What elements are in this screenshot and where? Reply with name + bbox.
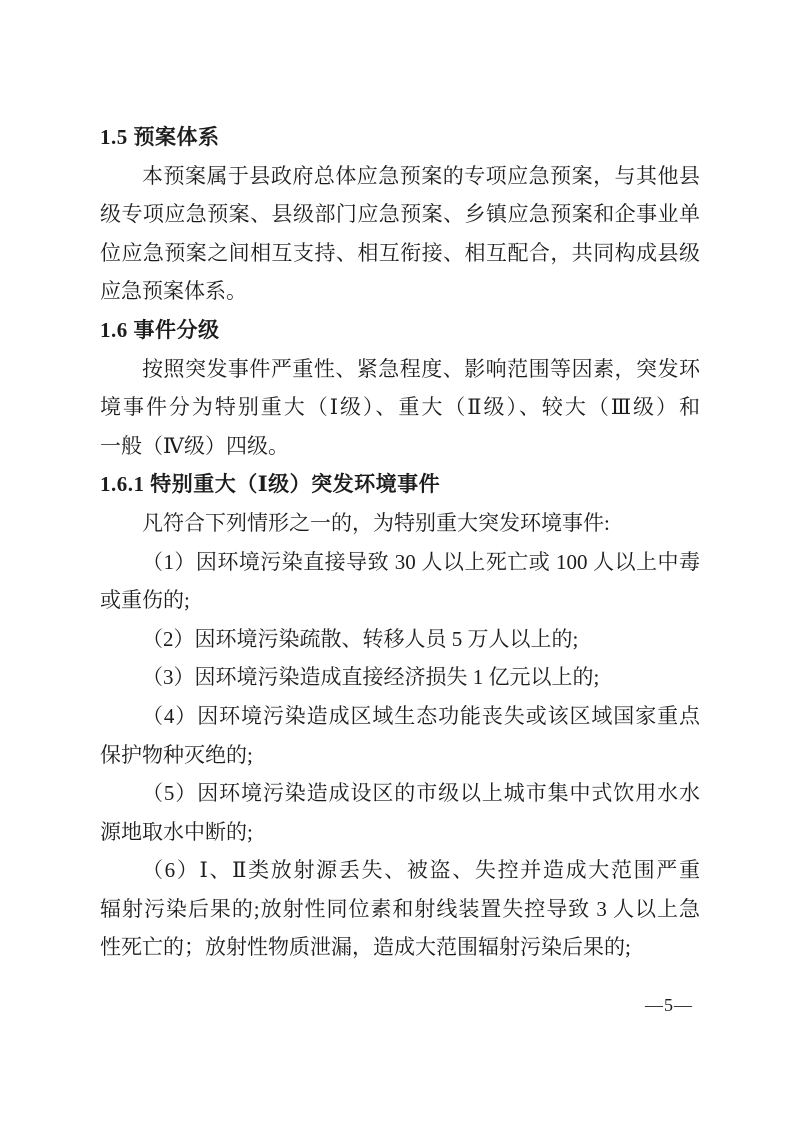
- list-item-1-line: （1）因环境污染直接导致 30 人以上死亡或 100 人以上中毒: [142, 549, 700, 574]
- paragraph-line: 按照突发事件严重性、紧急程度、影响范围等因素，突发环: [142, 356, 700, 381]
- list-item-4-line: 保护物种灭绝的;: [100, 742, 253, 767]
- paragraph-line: 应急预案体系。: [100, 279, 247, 304]
- document-body: [100, 118, 700, 967]
- list-item-6-line: （6）Ⅰ、Ⅱ类放射源丢失、被盗、失控并造成大范围严重: [142, 858, 700, 883]
- paragraph-line: 本预案属于县政府总体应急预案的专项应急预案，与其他县: [142, 163, 700, 188]
- list-item-6-line: 性死亡的；放射性物质泄漏，造成大范围辐射污染后果的;: [100, 935, 631, 960]
- list-item-6-line: 辐射污染后果的;放射性同位素和射线装置失控导致 3 人以上急: [100, 896, 700, 921]
- list-item-2-line: （2）因环境污染疏散、转移人员 5 万人以上的;: [142, 626, 579, 651]
- paragraph-line: 级专项应急预案、县级部门应急预案、乡镇应急预案和企事业单: [100, 202, 700, 227]
- list-item-4-line: （4）因环境污染造成区域生态功能丧失或该区域国家重点: [142, 703, 700, 728]
- section-heading-1-6: 1.6 事件分级: [100, 317, 220, 342]
- list-item-5-line: 源地取水中断的;: [100, 819, 253, 844]
- paragraph-line: 位应急预案之间相互支持、相互衔接、相互配合，共同构成县级: [100, 240, 700, 265]
- paragraph-line: 一般（Ⅳ级）四级。: [100, 433, 289, 458]
- list-item-5-line: （5）因环境污染造成设区的市级以上城市集中式饮用水水: [142, 781, 700, 806]
- list-item-3-line: （3）因环境污染造成直接经济损失 1 亿元以上的;: [142, 665, 600, 690]
- section-heading-1-6-1: 1.6.1 特别重大（Ⅰ级）突发环境事件: [100, 472, 441, 497]
- page-number: —5—: [645, 995, 693, 1015]
- list-item-1-line: 或重伤的;: [100, 588, 190, 613]
- paragraph-line: 境事件分为特别重大（Ⅰ级）、重大（Ⅱ级）、较大（Ⅲ级）和: [100, 395, 700, 420]
- section-heading-1-5: 1.5 预案体系: [100, 125, 220, 149]
- paragraph-line: 凡符合下列情形之一的，为特别重大突发环境事件:: [142, 510, 610, 535]
